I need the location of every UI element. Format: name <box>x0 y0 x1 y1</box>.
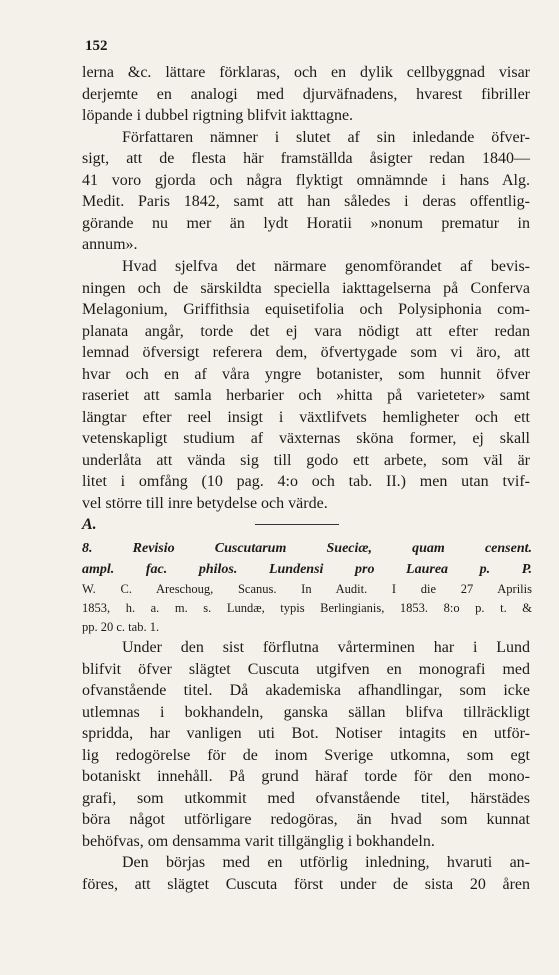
text-line: lemnad öfversigt referera dem, öfvertygade som vi äro, att <box>82 344 530 361</box>
text-line: föres, att slägtet Cuscuta först under de sista 20 åren <box>82 875 530 893</box>
text-line: 41 voro gjorda och några flyktigt omnämnde i hans Alg. <box>82 171 530 189</box>
text-line: Melagonium, Griffithsia equisetifolia och Polysiphonia com- <box>82 301 530 318</box>
text-line: ningen och de särskildta speciella iakttagelserna på Conferva <box>82 279 530 297</box>
text-line: görande nu mer än lydt Horatii »nonum prematur in <box>82 214 530 232</box>
text-line: Medit. Paris 1842, samt att han således i deras offentlig- <box>82 193 530 210</box>
text-line: planata angår, torde det ej vara nödigt att efter redan <box>82 322 530 340</box>
text-line: derjemte en analogi med djurväfnadens, hvarest fibriller <box>82 85 530 103</box>
text-line: vetenskapligt studium af växternas sköna former, ej skall <box>82 430 530 447</box>
page-number: 152 <box>85 38 108 54</box>
text-line: Hvad sjelfva det närmare genomförandet af bevis- <box>122 258 530 275</box>
text-line: grafi, som utkommit med ofvanstående titel, härstädes <box>82 789 530 807</box>
text-line: raseriet att samla herbarier och »hitta på varieteter» samt <box>82 387 530 404</box>
text-line: spridda, har vanligen uti Bot. Notiser intagits en utför- <box>82 725 530 742</box>
text-line: böra något utförligare redogöras, än hvad som kunnat <box>82 811 530 828</box>
reference-author: W. C. Areschoug, Scanus. In Audit. I die 27 Aprilis <box>82 582 532 596</box>
reference-imprint: pp. 20 c. tab. 1. <box>82 620 160 634</box>
text-line: vel större till inre betydelse och värde. <box>82 494 328 512</box>
signature: A. <box>82 516 97 533</box>
text-line: behöfvas, om densamma varit tillgänglig i bokhandeln. <box>82 832 435 850</box>
reference-title: ampl. fac. philos. Lundensi pro Laurea p. P. <box>82 562 532 577</box>
text-line: löpande i dubbel rigtning blifvit iakttagne. <box>82 107 354 124</box>
text-line: utlemnas i bokhandeln, ganska sällan blifva tillräckligt <box>82 703 530 721</box>
text-line: Den börjas med en utförlig inledning, hvaruti an- <box>122 854 530 871</box>
text-line: ofvanstående titel. Då akademiska afhandlingar, som icke <box>82 682 530 699</box>
text-line: litet i omfång (10 pag. 4:o och tab. II.) men utan tvif- <box>82 473 530 490</box>
paragraph-4 <box>82 637 530 895</box>
section-divider <box>255 524 339 525</box>
text-line: Under den sist förflutna vårterminen har i Lund <box>122 639 530 656</box>
text-line: underlåta att vända sig till godo ett arbete, som väl är <box>82 451 530 469</box>
text-line: lerna &c. lättare förklaras, och en dylik cellbyggnad visar <box>82 64 530 81</box>
paragraph-3 <box>82 256 530 536</box>
text-line: annum». <box>82 236 138 253</box>
reference-title: 8. Revisio Cuscutarum Sueciæ, quam censent. <box>82 541 532 556</box>
text-line: sigt, att de flesta här framställda åsigter redan 1840— <box>82 150 530 167</box>
text-line: hvar och en af våra yngre botanister, som hunnit öfver <box>82 365 530 383</box>
text-line: lig redogörelse för de inom Sverige utkomna, som egt <box>82 746 530 764</box>
reference-entry <box>82 538 532 637</box>
text-line: längtar efter reel insigt i växtlifvets hemligheter och ett <box>82 408 530 426</box>
text-line: blifvit öfver slägtet Cuscuta utgifven en monografi med <box>82 660 530 678</box>
text-line: botaniskt innehåll. På grund häraf torde för den mono- <box>82 768 530 785</box>
reference-imprint: 1853, h. a. m. s. Lundæ, typis Berlingianis, 1853. 8:o p. t. & <box>82 601 532 615</box>
paragraph-1 <box>82 62 530 256</box>
text-line: Författaren nämner i slutet af sin inledande öfver- <box>122 128 530 146</box>
